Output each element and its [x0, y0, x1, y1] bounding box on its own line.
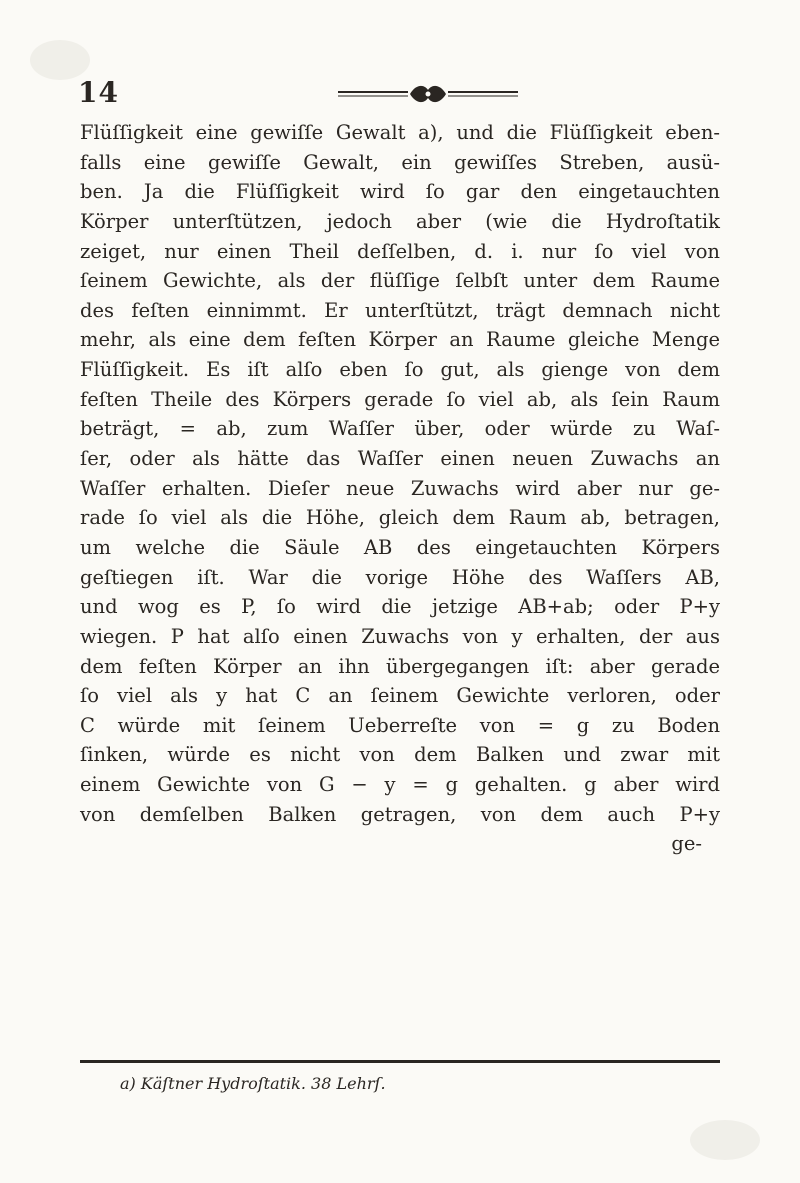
text-line: zeiget, nur einen Theil deſſelben, d. i. nur ſo viel von — [80, 239, 720, 263]
paper-stain — [30, 40, 90, 80]
text-line: ben. Ja die Flüſſigkeit wird ſo gar den eingetauchten — [80, 180, 720, 204]
text-line: mehr, als eine dem feſten Körper an Raume gleiche Menge — [80, 328, 720, 352]
text-line: ſo viel als y hat C an ſeinem Gewichte verloren, oder — [80, 684, 720, 708]
text-line: ſer, oder als hätte das Waſſer einen neuen Zuwachs an — [80, 447, 720, 471]
text-line: falls eine gewiſſe Gewalt, ein gewiſſes Streben, ausü- — [80, 150, 720, 174]
text-line: ſinken, würde es nicht von dem Balken und zwar mit — [80, 743, 720, 767]
text-line: Waſſer erhalten. Dieſer neue Zuwachs wird aber nur ge- — [80, 476, 720, 500]
text-line: ſeinem Gewichte, als der flüſſige ſelbſt unter dem Raume — [80, 269, 720, 293]
text-line: geſtiegen iſt. War die vorige Höhe des Waſſers AB, — [80, 565, 720, 589]
text-line: rade ſo viel als die Höhe, gleich dem Raum ab, betragen, — [80, 506, 720, 530]
paper-stain — [690, 1120, 760, 1160]
catchword: ge- — [671, 832, 702, 856]
text-line: C würde mit ſeinem Ueberreſte von = g zu Boden — [80, 713, 720, 737]
text-line: Flüſſigkeit eine gewiſſe Gewalt a), und die Flüſſigkeit eben- — [80, 121, 720, 144]
footnote: a) Käſtner Hydroſtatik. 38 Lehrſ. — [120, 1074, 386, 1093]
text-line: Körper unterſtützen, jedoch aber (wie die Hydroſtatik — [80, 209, 720, 233]
body-text — [80, 118, 720, 859]
text-line: dem feſten Körper an ihn übergegangen iſt: aber gerade — [80, 654, 720, 678]
text-line: und wog es P, ſo wird die jetzige AB+ab; oder P+y — [80, 595, 720, 619]
page-number: 14 — [78, 76, 119, 109]
text-line: Flüſſigkeit. Es iſt alſo eben ſo gut, als gienge von dem — [80, 358, 720, 382]
text-line: des feſten einnimmt. Er unterſtützt, trägt demnach nicht — [80, 298, 720, 322]
footnote-rule — [80, 1060, 720, 1063]
header-ornament-icon — [338, 84, 518, 104]
text-line: um welche die Säule AB des eingetauchten Körpers — [80, 535, 720, 559]
text-line: wiegen. P hat alſo einen Zuwachs von y erhalten, der aus — [80, 624, 720, 648]
text-line: beträgt, = ab, zum Waſſer über, oder würde zu Waſ- — [80, 417, 720, 441]
text-line: einem Gewichte von G − y = g gehalten. g aber wird — [80, 773, 720, 797]
text-line: feſten Theile des Körpers gerade ſo viel ab, als ſein Raum — [80, 387, 720, 411]
text-line: von demſelben Balken getragen, von dem auch P+y — [80, 802, 720, 826]
